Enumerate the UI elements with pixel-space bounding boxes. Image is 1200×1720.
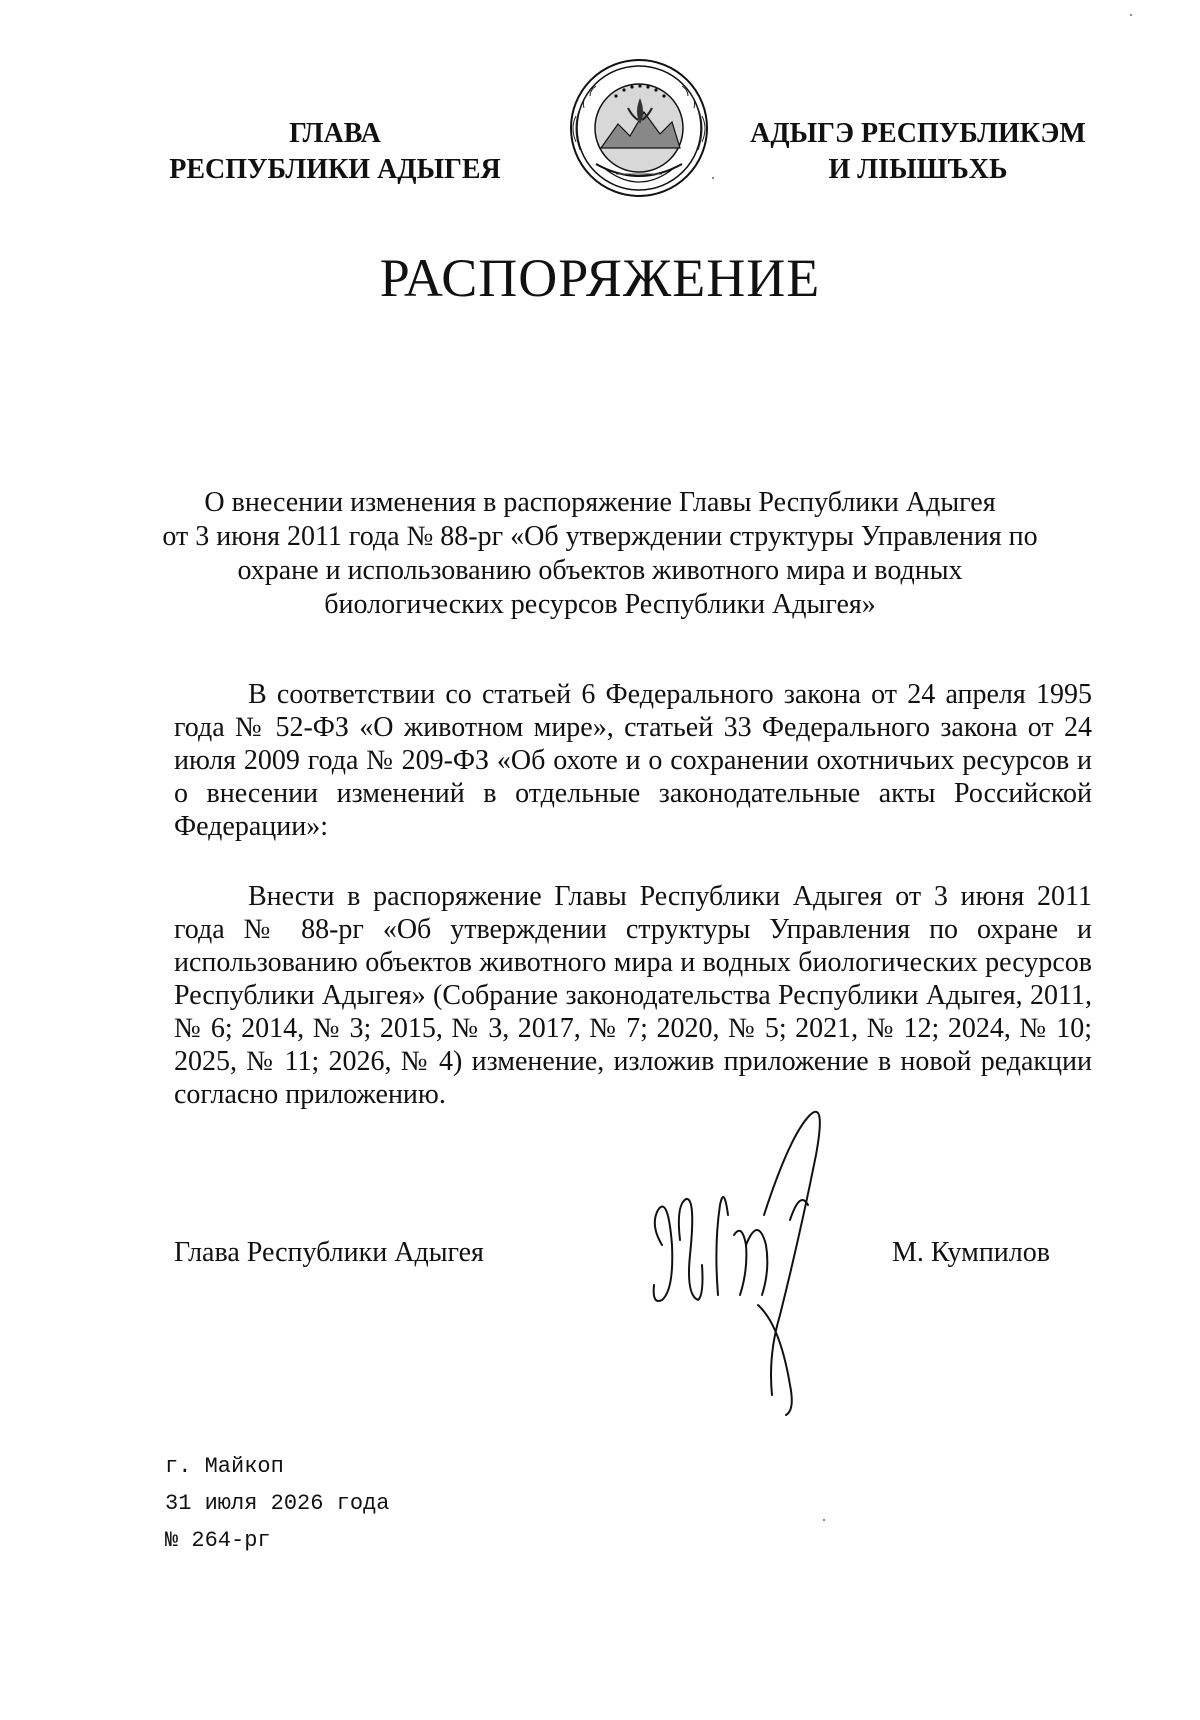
document-footer (165, 1448, 389, 1559)
header-left-line1: ГЛАВА (289, 118, 381, 149)
coat-of-arms-icon (556, 56, 722, 206)
document-title: РАСПОРЯЖЕНИЕ (379, 248, 821, 308)
signatory-name: М. Кумпилов (892, 1237, 1050, 1268)
scan-speck (1130, 14, 1132, 16)
footer-date: 31 июля 2026 года (165, 1491, 390, 1516)
header-right-line2: И ЛIЫШЪХЬ (828, 154, 1008, 185)
signatory-position: Глава Республики Адыгея (174, 1237, 484, 1268)
subject-line: от 3 июня 2011 года № 88-рг «Об утверждении структуры Управления по (162, 521, 1038, 552)
header-left-line2: РЕСПУБЛИКИ АДЫГЕЯ (169, 154, 501, 185)
header-right-block (728, 116, 1108, 188)
footer-number: № 264-рг (165, 1528, 271, 1553)
handwritten-signature-icon (640, 1095, 860, 1425)
header-left-block (150, 116, 520, 188)
subject-line: О внесении изменения в распоряжение Главы Республики Адыгея (204, 487, 996, 518)
scan-speck (823, 1519, 825, 1521)
body-paragraph-order: Внести в распоряжение Главы Республики Адыгея от 3 июня 2011 года № 88-рг «Об утверждении структуры Управления по охране и использованию объектов животного мира и водных биологических ресурсов Республики Адыгея» (Собрание законодательства Республики Адыгея, 2011, № 6; 2014, № 3; 2015, № 3, 2017, № 7; 2020, № 5; 2021, № 12; 2024, № 10; 2025, № 11; 2026, № 4) изменение, изложив приложение в новой редакции согласно приложению. (174, 881, 1092, 1110)
scan-speck (712, 177, 714, 179)
subject-line: охране и использованию объектов животного мира и водных (237, 555, 963, 586)
footer-city: г. Майкоп (165, 1454, 284, 1479)
body-paragraph-basis: В соответствии со статьей 6 Федерального закона от 24 апреля 1995 года № 52-ФЗ «О животном мире», статьей 33 Федерального закона от 24 июля 2009 года № 209-ФЗ «Об охоте и о сохранении охотничьих ресурсов и о внесении изменений в отдельные законодательные акты Российской Федерации»: (174, 679, 1092, 842)
subject-line: биологических ресурсов Республики Адыгея» (324, 589, 876, 620)
document-subject (150, 486, 1050, 622)
header-right-line1: АДЫГЭ РЕСПУБЛИКЭМ (750, 118, 1086, 149)
